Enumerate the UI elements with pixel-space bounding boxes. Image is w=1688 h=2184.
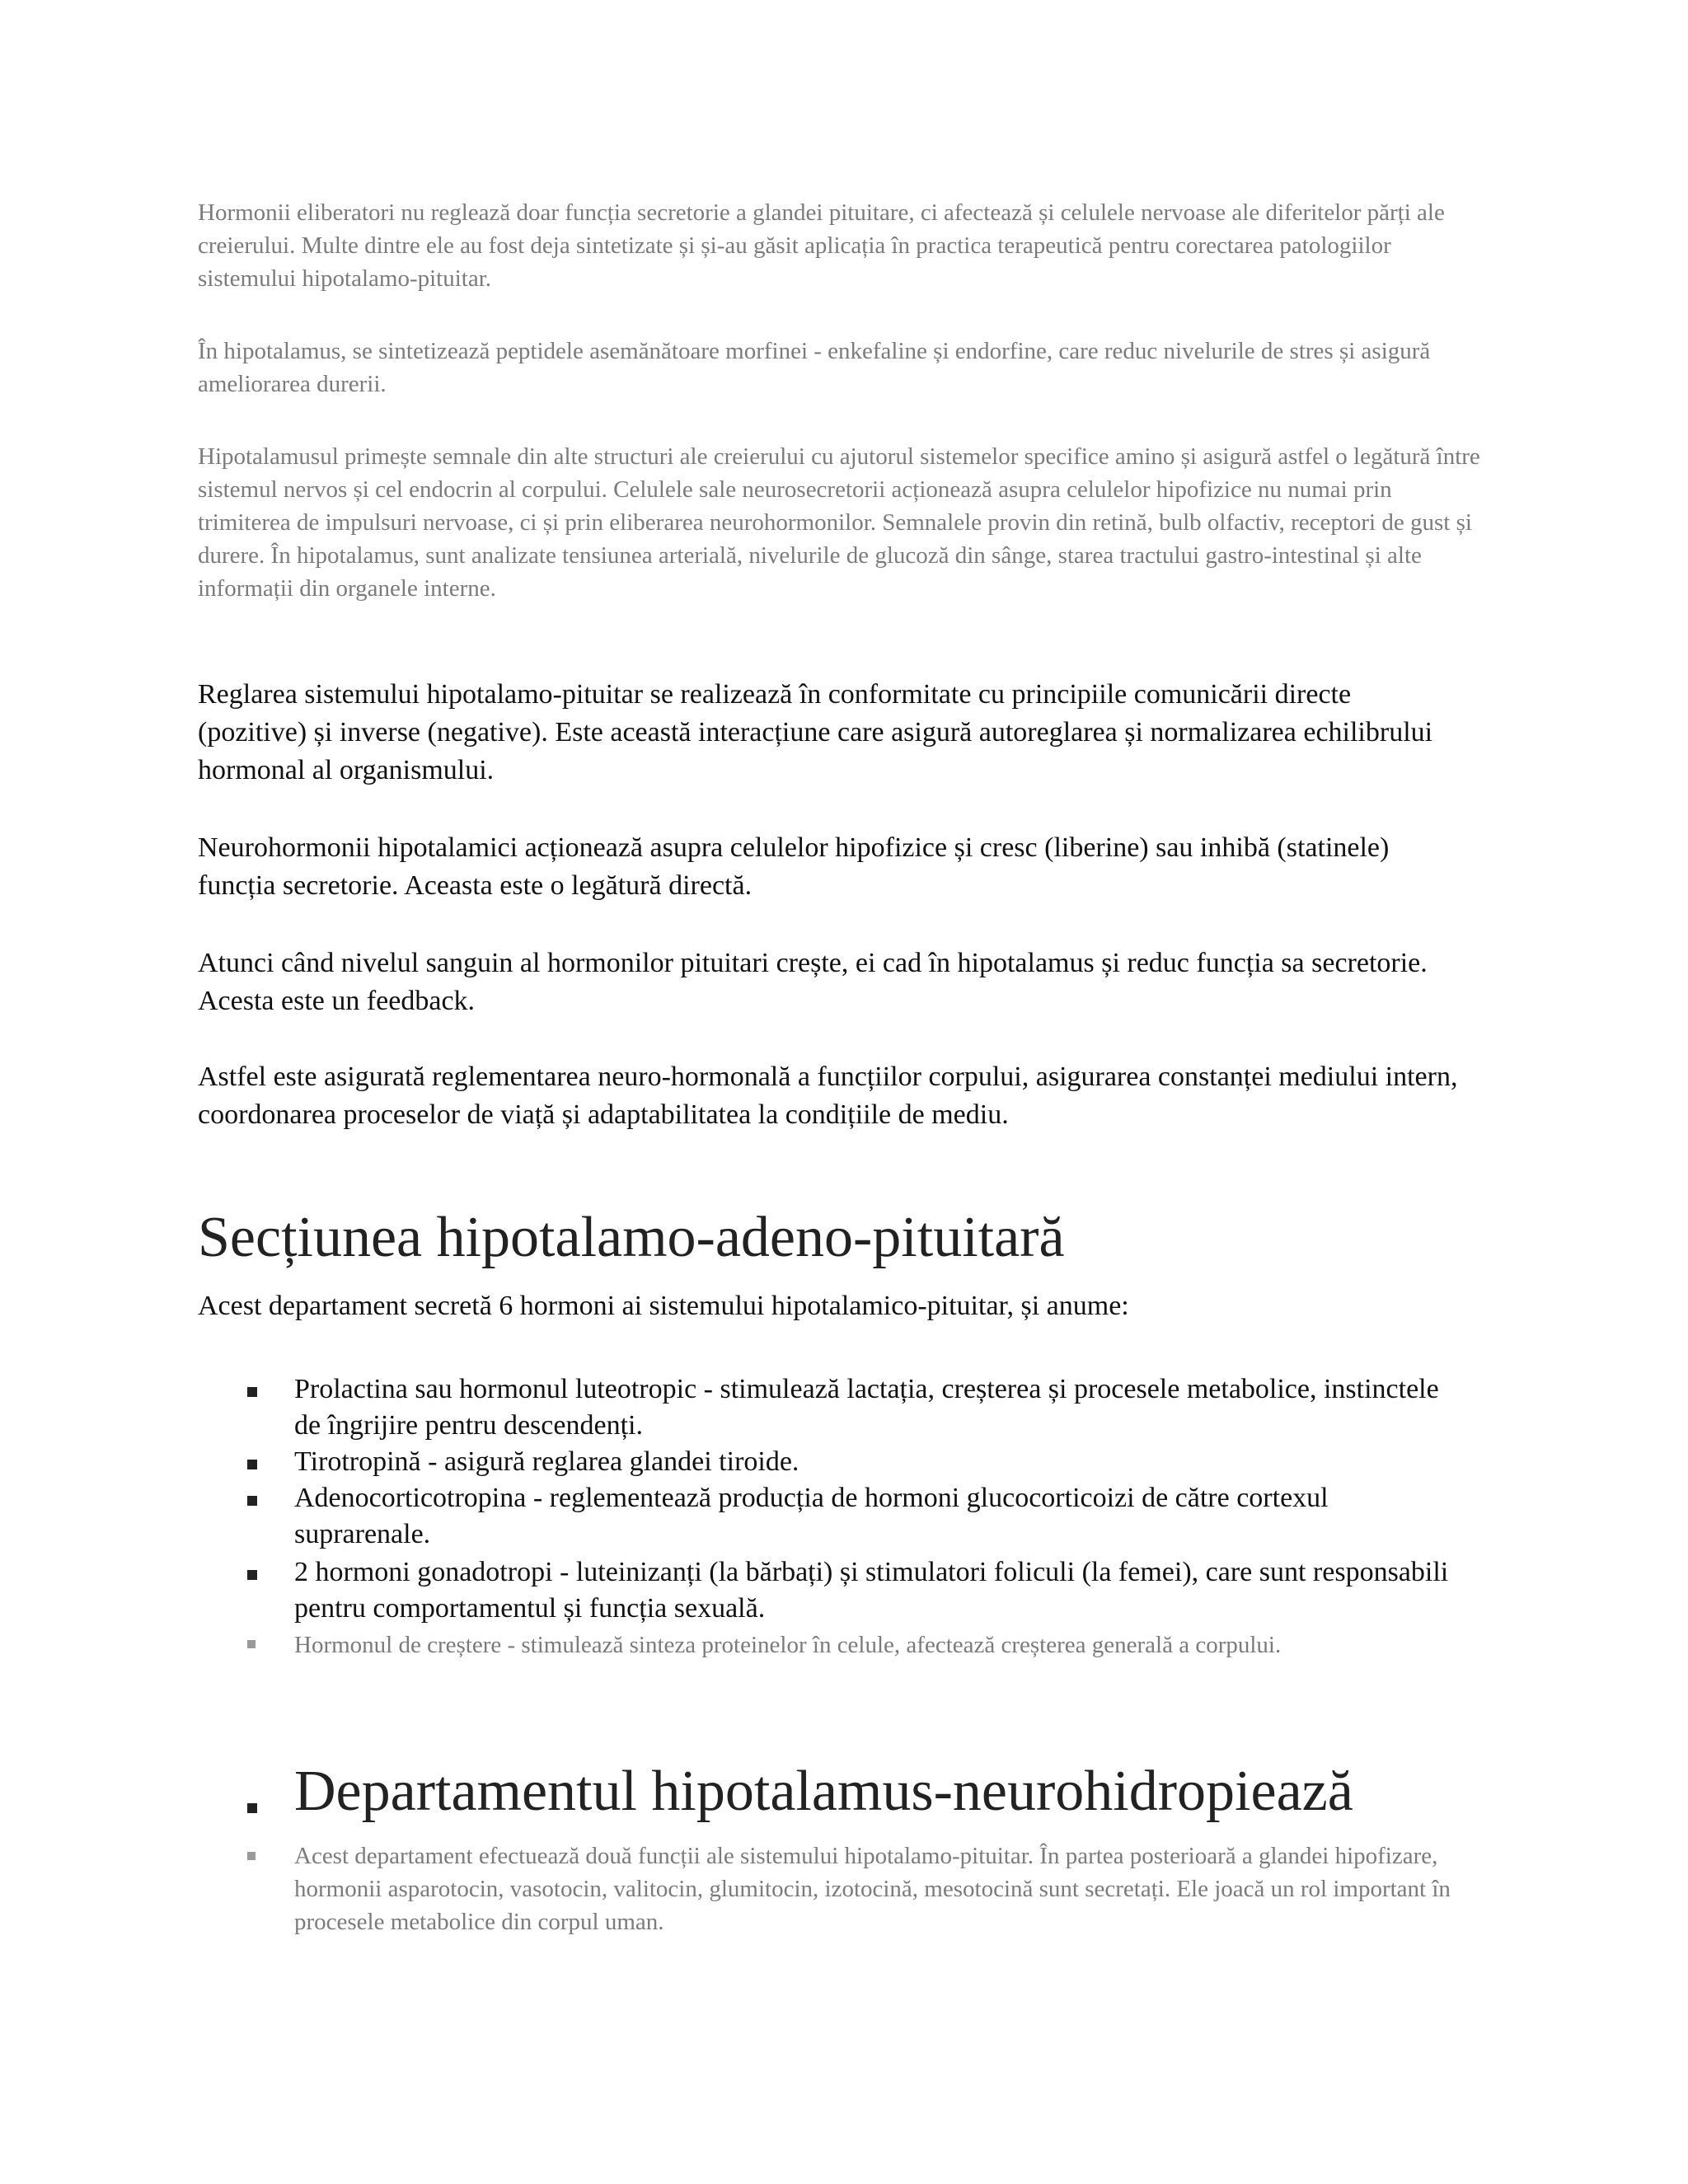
section-intro: Acest departament secretă 6 hormoni ai sistemului hipotalamico-pituitar, și anume: bbox=[198, 1291, 1129, 1321]
bullet-icon bbox=[247, 1387, 257, 1397]
list-item-text: Tirotropină - asigură reglarea glandei tiroide. bbox=[294, 1446, 799, 1477]
list-item-text: Prolactina sau hormonul luteotropic - stimulează lactația, creșterea și procesele metabolice, instinctele de îngrijire pentru descendenți. bbox=[294, 1374, 1439, 1441]
bullet-icon bbox=[247, 1496, 257, 1506]
paragraph-enkephalins: În hipotalamus, se sintetizează peptidele asemănătoare morfinei - enkefaline și endorfine, care reduc nivelurile de stres și asigură ameliorarea durerii. bbox=[198, 338, 1431, 397]
list-item-text: Acest departament efectuează două funcții ale sistemului hipotalamo-pituitar. În partea posterioară a glandei hipofizare, hormonii asparotocin, vasotocin, valitocin, glumitocin, izotocină, mesotocină sunt secretați. Ele joacă un rol important în procesele metabolice din corpul uman. bbox=[294, 1843, 1451, 1935]
bullet-icon bbox=[247, 1640, 256, 1648]
section-heading: Secțiunea hipotalamo-adeno-pituitară bbox=[198, 1206, 1065, 1269]
bullet-icon bbox=[247, 1460, 257, 1469]
list-item-text: Adenocorticotropina - reglementează producția de hormoni glucocorticoizi de către cortexul suprarenale. bbox=[294, 1483, 1329, 1549]
paragraph-releasing-hormones: Hormonii eliberatori nu reglează doar funcția secretorie a glandei pituitare, ci afectează și celulele nervoase ale diferitelor părți ale creierului. Multe dintre ele au fost deja sintetizate și și-au găsit aplicația în practica terapeutică pentru corectarea patologiilor sistemului hipotalamo-pituitar. bbox=[198, 199, 1445, 292]
bullet-icon bbox=[247, 1570, 257, 1580]
list-item-text: 2 hormoni gonadotropi - luteinizanți (la bărbați) și stimulatori foliculi (la femei), care sunt responsabili pentru comportamentul și funcția sexuală. bbox=[294, 1557, 1449, 1624]
list-item-text: Hormonul de creștere - stimulează sinteza proteinelor în celule, afectează creșterea generală a corpului. bbox=[294, 1632, 1282, 1658]
bullet-icon bbox=[247, 1852, 256, 1860]
paragraph-feedback: Atunci când nivelul sanguin al hormonilor pituitari crește, ei cad în hipotalamus și reduc funcția sa secretorie. Acesta este un feedback. bbox=[198, 948, 1428, 1016]
paragraph-neuro-hormonal: Astfel este asigurată reglementarea neuro-hormonală a funcțiilor corpului, asigurarea constanței mediului intern, coordonarea proceselor de viață și adaptabilitatea la condițiile de mediu. bbox=[198, 1062, 1458, 1130]
paragraph-hypothalamus-signals: Hipotalamusul primește semnale din alte structuri ale creierului cu ajutorul sistemelor specifice amino și asigură astfel o legătură între sistemul nervos și cel endocrin al corpului. Celulele sale neurosecretorii acționează asupra celulelor hipofizice nu numai prin trimiterea de impulsuri nervoase, ci și prin eliberarea neurohormonilor. Semnalele provin din retină, bulb olfactiv, receptori de gust și durere. În hipotalamus, sunt analizate tensiunea arterială, nivelurile de glucoză din sânge, starea tractului gastro-intestinal și alte informații din organele interne. bbox=[198, 443, 1480, 602]
paragraph-regulation: Reglarea sistemului hipotalamo-pituitar se realizează în conformitate cu principiile comunicării directe (pozitive) și inverse (negative). Este această interacțiune care asigură autoreglarea și normalizarea echilibrului hormonal al organismului. bbox=[198, 679, 1433, 785]
paragraph-neurohormones: Neurohormonii hipotalamici acționează asupra celulelor hipofizice și cresc (liberine) sau inhibă (statinele) funcția secretorie. Aceasta este o legătură directă. bbox=[198, 832, 1390, 901]
bullet-icon bbox=[247, 1803, 257, 1813]
subsection-heading: Departamentul hipotalamus-neurohidropiează bbox=[294, 1760, 1353, 1823]
